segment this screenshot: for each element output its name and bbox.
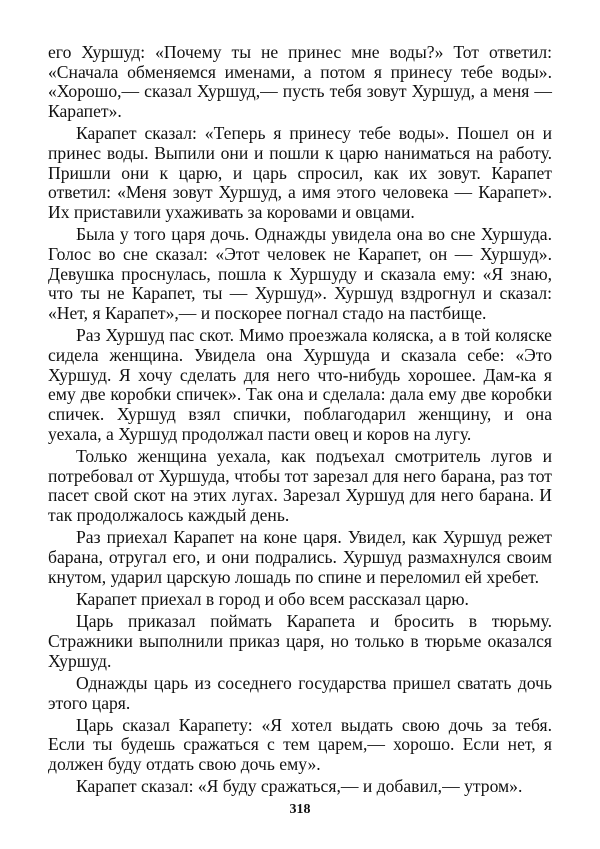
paragraph: Только женщина уехала, как подъехал смотритель лугов и потребовал от Хуршуда, чтобы тот зарезал для него барана, раз тот пасет свой скот на этих лугах. Зарезал Хуршуд для него барана. И так продолжалось каждый день. <box>48 446 552 526</box>
paragraph: Однажды царь из соседнего государства пришел сватать дочь этого царя. <box>48 672 552 713</box>
paragraph: Карапет сказал: «Теперь я принесу тебе воды». Пошел он и принес воды. Выпили они и пошли к царю наниматься на работу. Пришли они к царю, и царь спросил, как их зовут. Карапет ответил: «Меня зовут Хуршуд, а имя этого человека — Карапет». Их приставили ухаживать за коровами и овцами. <box>48 123 552 223</box>
paragraph: Царь приказал поймать Карапета и бросить в тюрьму. Стражники выполнили приказ царя, но только в тюрьме оказался Хуршуд. <box>48 611 552 671</box>
paragraph: Карапет приехал в город и обо всем рассказал царю. <box>76 588 469 609</box>
paragraph: Раз Хуршуд пас скот. Мимо проезжала коляска, а в той коляске сидела женщина. Увидела она Хуршуда и сказала себе: «Это Хуршуд. Я хочу сделать для него что-нибудь хорошее. Дам-ка я ему две коробки спичек». Так она и сделала: дала ему две коробки спичек. Хуршуд взял спички, поблагодарил женщину, и она уехала, а Хуршуд продолжал пасти овец и коров на лугу. <box>48 325 552 444</box>
paragraph: его Хуршуд: «Почему ты не принес мне воды?» Тот ответил: «Сначала обменяемся именами, а потом я принесу тебе воды». «Хорошо,— сказал Хуршуд,— пусть тебя зовут Хуршуд, а меня — Карапет». <box>48 42 552 122</box>
body-text <box>48 43 552 797</box>
page-number: 318 <box>289 802 311 817</box>
paragraph: Была у того царя дочь. Однажды увидела она во сне Хуршуда. Голос во сне сказал: «Этот человек не Карапет, он — Хуршуд». Девушка проснулась, пошла к Хуршуду и сказала ему: «Я знаю, что ты не Карапет, ты — Хуршуд». Хуршуд вздрогнул и сказал: «Нет, я Карапет»,— и поскорее погнал стадо на пастбище. <box>48 224 552 324</box>
paragraph: Раз приехал Карапет на коне царя. Увидел, как Хуршуд режет барана, отругал его, и они подрались. Хуршуд размахнулся своим кнутом, ударил царскую лошадь по спине и переломил ей хребет. <box>48 527 552 587</box>
paragraph: Царь сказал Карапету: «Я хотел выдать свою дочь за тебя. Если ты будешь сражаться с тем царем,— хорошо. Если нет, я должен буду отдать свою дочь ему». <box>48 714 552 775</box>
paragraph: Карапет сказал: «Я буду сражаться,— и добавил,— утром». <box>76 776 523 797</box>
